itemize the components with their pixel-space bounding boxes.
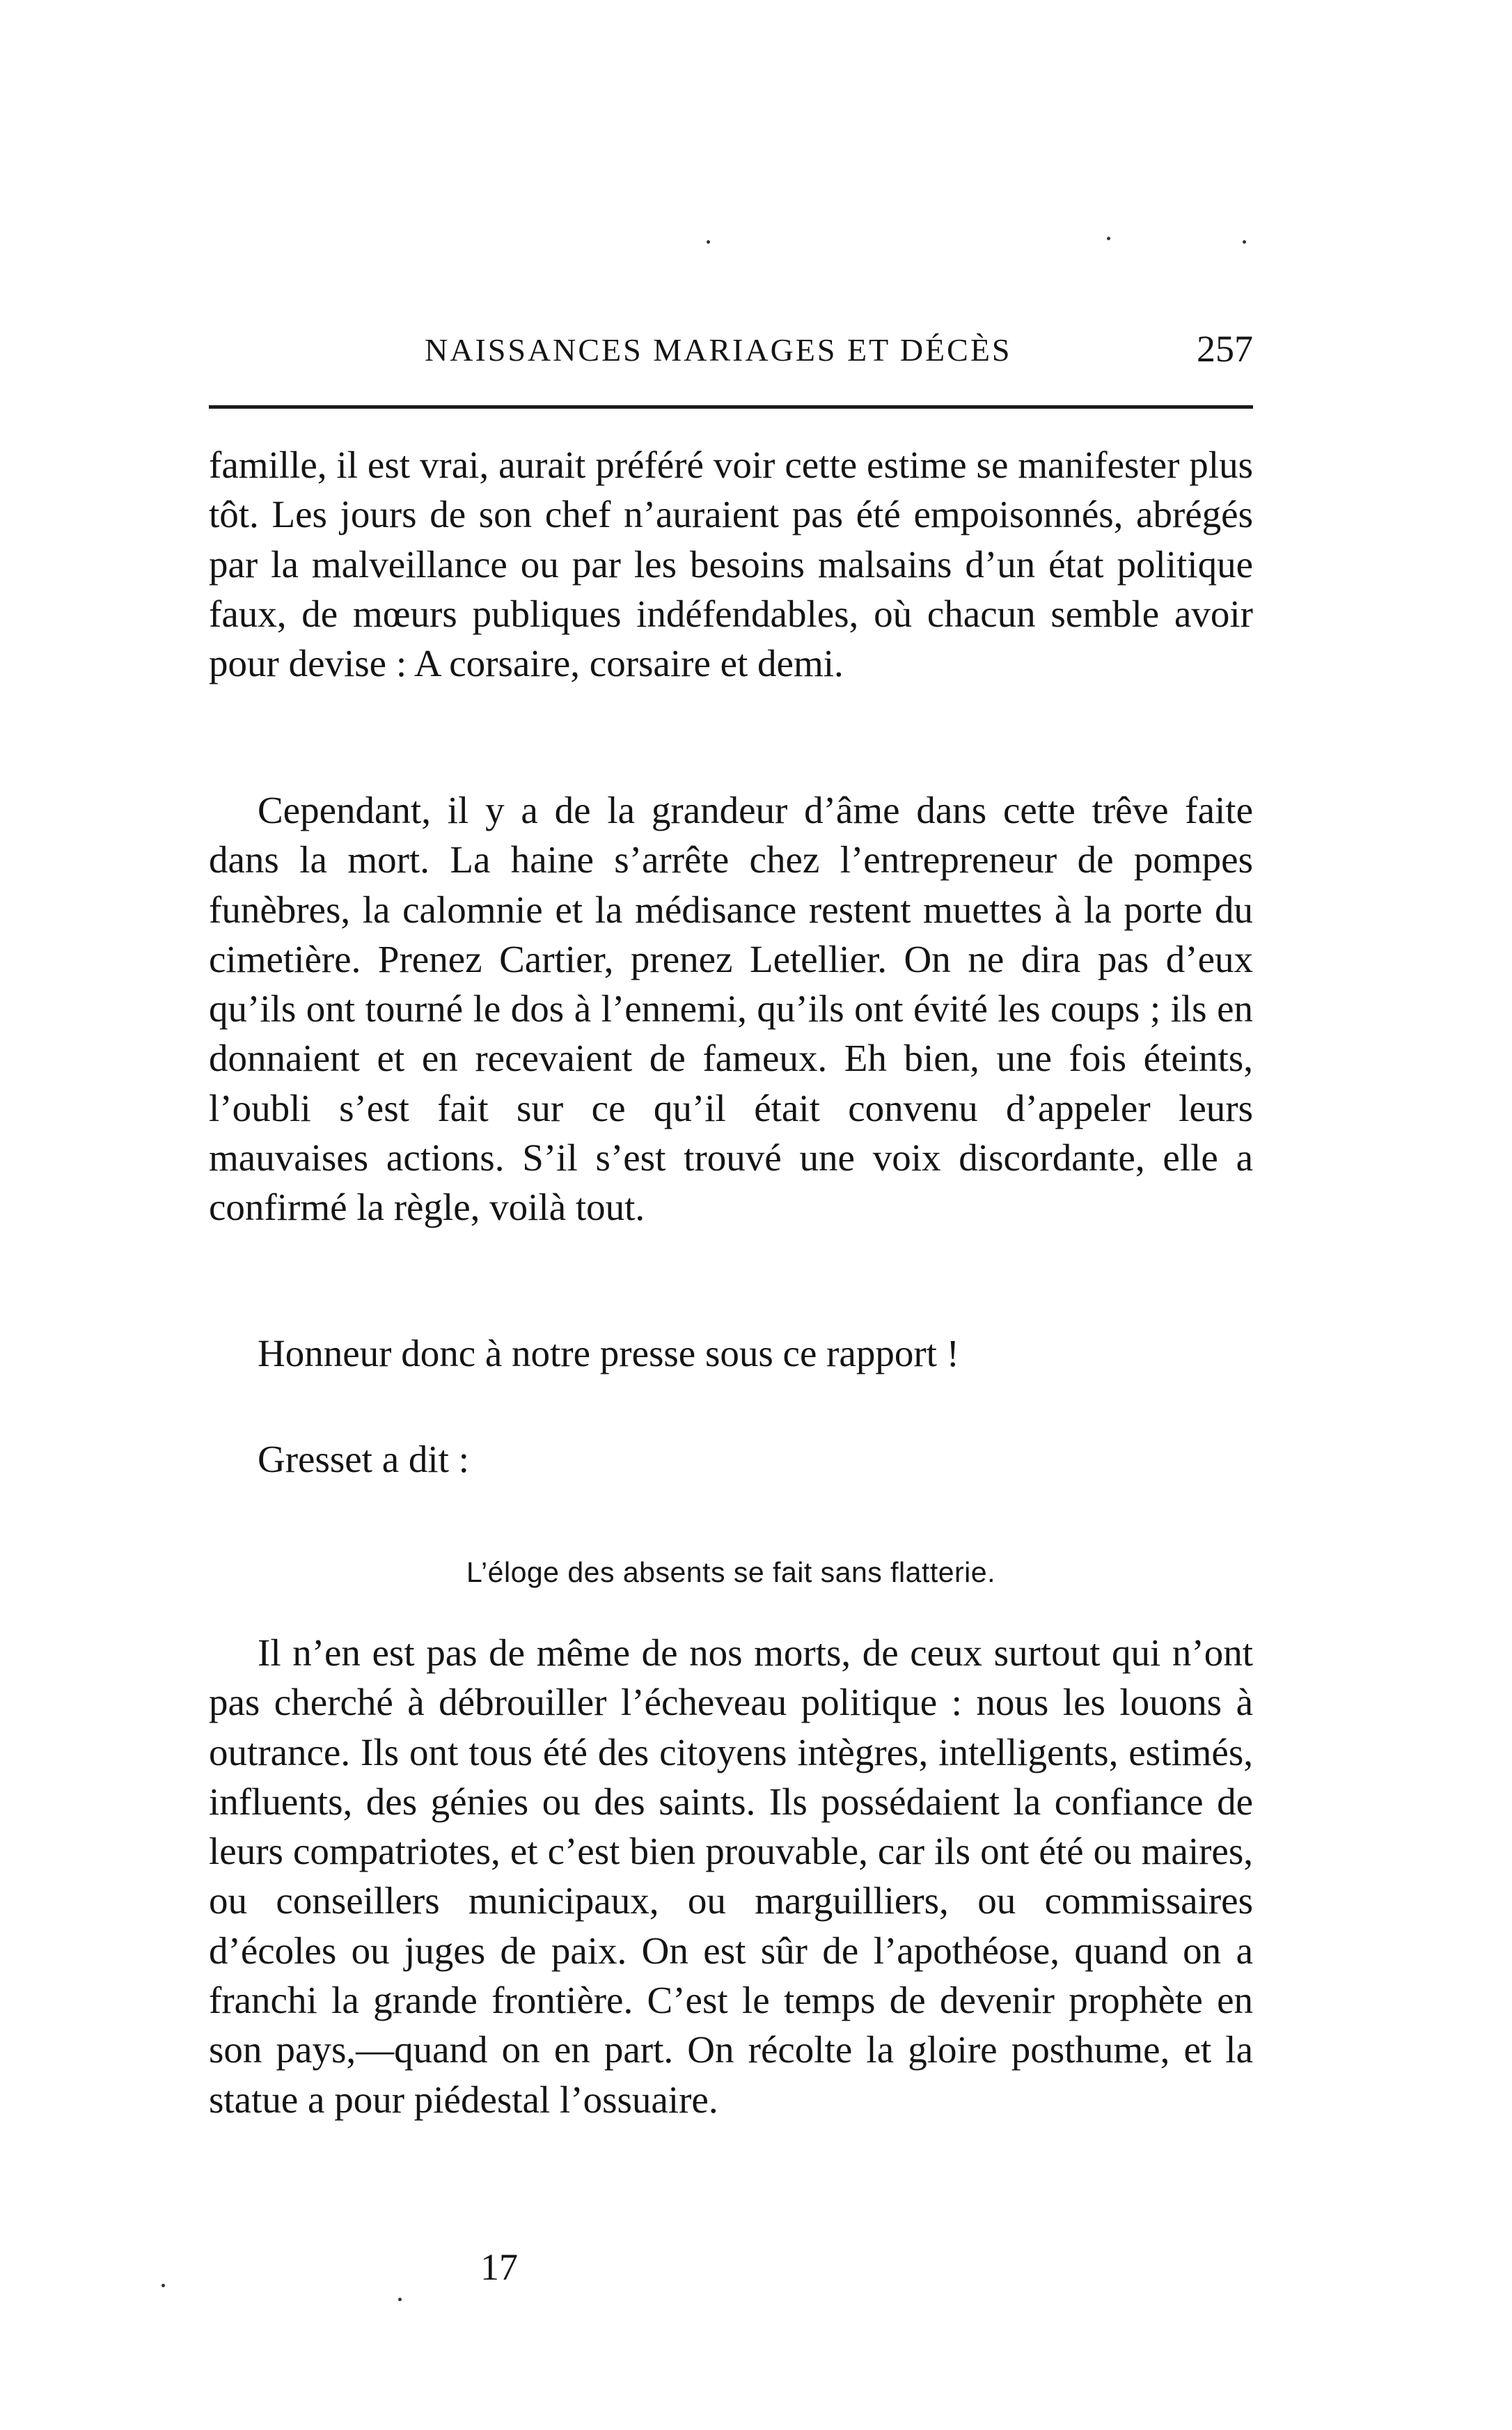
verse-quote: L’éloge des absents se fait sans flatterie.	[466, 1556, 995, 1588]
paragraph-block-3	[209, 1328, 1253, 1378]
print-speck	[1107, 237, 1110, 240]
header-rule	[209, 405, 1253, 409]
page-number: 257	[1197, 328, 1253, 370]
print-speck	[162, 2284, 165, 2287]
paragraph-block-2	[209, 785, 1253, 1232]
running-head-title: NAISSANCES MARIAGES ET DÉCÈS	[425, 332, 1012, 368]
paragraph-5: Il n’en est pas de même de nos morts, de ceux surtout qui n’ont pas cherché à débrouiller l’écheveau politique : nous les louons à outrance. Ils ont tous été des citoyens intègres, intelligents, estimés, influents, des génies ou des saints. Ils possédaient la confiance de leurs compatriotes, et c’est bien prouvable, car ils ont été ou maires, ou conseillers municipaux, ou marguilliers, ou commissaires d’écoles ou juges de paix. On est sûr de l’apothéose, quand on a franchi la grande frontière. C’est le temps de devenir prophète en son pays,—quand on en part. On récolte la gloire posthume, et la statue a pour piédestal l’ossuaire.	[209, 1631, 1253, 2121]
print-speck	[398, 2298, 402, 2301]
paragraph-3: Honneur donc à notre presse sous ce rapport !	[258, 1332, 959, 1374]
print-speck	[707, 240, 710, 244]
paragraph-1: famille, il est vrai, aurait préféré voir cette estime se manifester plus tôt. Les jours de son chef n’auraient pas été empoisonnés, abrégés par la malveillance ou par les besoins malsains d’un état politique faux, de mœurs publiques indéfendables, où chacun semble avoir pour devise : A corsaire, corsaire et demi.	[209, 444, 1253, 685]
paragraph-continuation	[209, 440, 1253, 688]
paragraph-2: Cependant, il y a de la grandeur d’âme dans cette trêve faite dans la mort. La haine s’arrête chez l’entrepreneur de pompes funèbres, la calomnie et la médisance restent muettes à la porte du cimetière. Prenez Cartier, prenez Letellier. On ne dira pas d’eux qu’ils ont tourné le dos à l’ennemi, qu’ils ont évité les coups ; ils en donnaient et en recevaient de fameux. Eh bien, une fois éteints, l’oubli s’est fait sur ce qu’il était convenu d’appeler leurs mauvaises actions. S’il s’est trouvé une voix discordante, elle a confirmé la règle, voilà tout.	[209, 789, 1253, 1229]
running-head	[209, 327, 1253, 383]
signature-mark: 17	[480, 2246, 518, 2288]
paragraph-block-4	[209, 1434, 1253, 1484]
paragraph-block-5	[209, 1628, 1253, 2124]
print-speck	[1243, 240, 1246, 244]
paragraph-4: Gresset a dit :	[258, 1438, 469, 1480]
